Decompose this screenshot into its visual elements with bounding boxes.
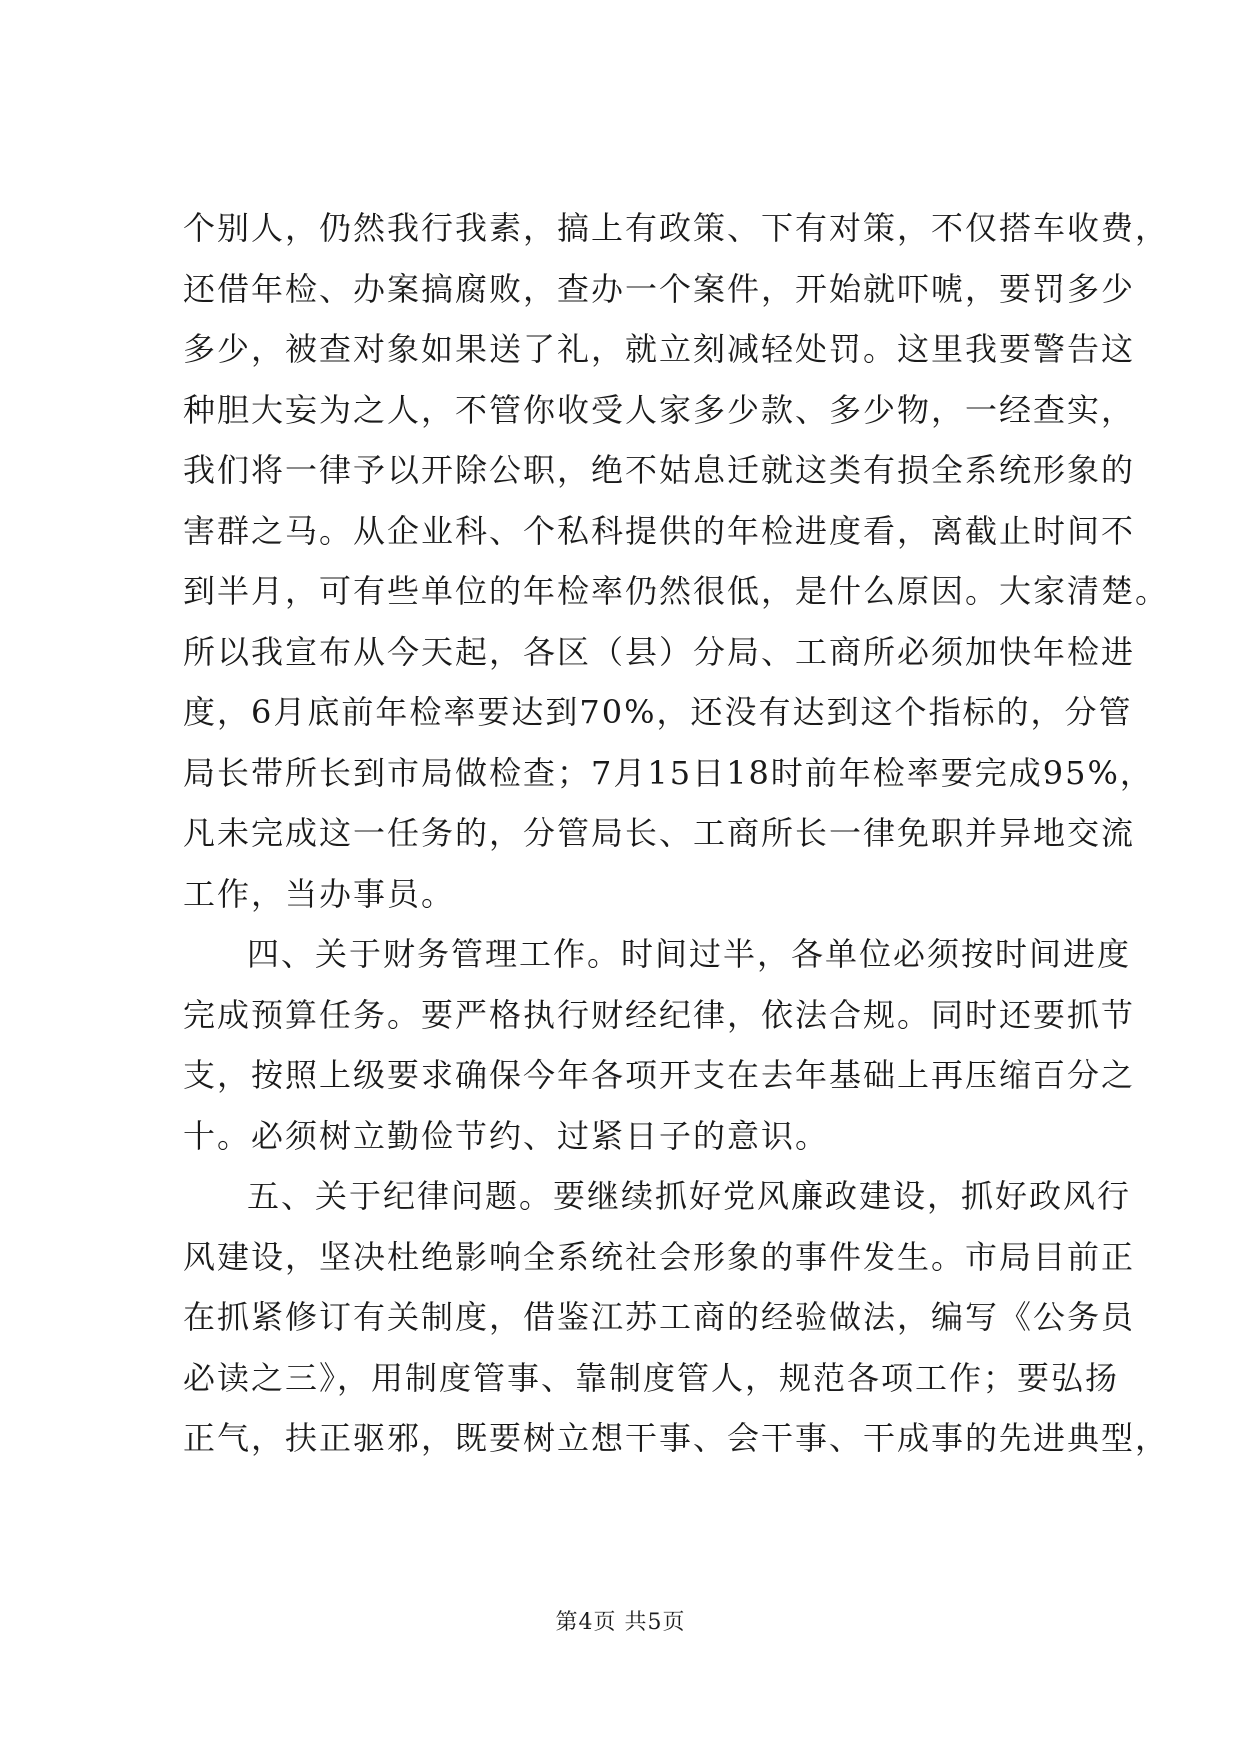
text-line: 完成预算任务。要严格执行财经纪律，依法合规。同时还要抓节 (183, 995, 1136, 1034)
text-line: 风建设，坚决杜绝影响全系统社会形象的事件发生。市局目前正 (183, 1237, 1136, 1276)
text-line: 到半月，可有些单位的年检率仍然很低，是什么原因。大家清楚。 (183, 572, 1170, 610)
text-line: 凡未完成这一任务的，分管局长、工商所长一律免职并异地交流 (183, 814, 1136, 852)
text-line: 四、关于财务管理工作。时间过半，各单位必须按时间进度 (247, 935, 1132, 973)
text-line: 工作，当办事员。 (183, 874, 456, 913)
text-line: 种胆大妄为之人，不管你收受人家多少款、多少物，一经查实， (183, 390, 1136, 429)
text-line: 害群之马。从企业科、个私科提供的年检进度看，离截止时间不 (183, 511, 1136, 550)
text-line: 正气，扶正驱邪，既要树立想干事、会干事、干成事的先进典型， (183, 1419, 1170, 1457)
text-line: 十。必须树立勤俭节约、过紧日子的意识。 (183, 1116, 830, 1155)
text-line: 在抓紧修订有关制度，借鉴江苏工商的经验做法，编写《公务员 (183, 1298, 1136, 1336)
text-line: 多少，被查对象如果送了礼，就立刻减轻处罚。这里我要警告这 (183, 330, 1136, 368)
text-line: 支，按照上级要求确保今年各项开支在去年基础上再压缩百分之 (183, 1056, 1136, 1094)
text-line: 还借年检、办案搞腐败，查办一个案件，开始就吓唬，要罚多少 (183, 269, 1136, 308)
text-line: 五、关于纪律问题。要继续抓好党风廉政建设，抓好政风行 (247, 1177, 1132, 1215)
body-text (183, 198, 1170, 1469)
text-line: 我们将一律予以开除公职，绝不姑息迁就这类有损全系统形象的 (183, 451, 1136, 489)
text-line: 所以我宣布从今天起，各区（县）分局、工商所必须加快年检进 (183, 632, 1136, 671)
text-line: 个别人，仍然我行我素，搞上有政策、下有对策，不仅搭车收费， (183, 209, 1170, 247)
page-number-footer: 第4页 共5页 (555, 1610, 686, 1635)
text-line: 必读之三》，用制度管事、靠制度管人，规范各项工作；要弘扬 (183, 1358, 1120, 1397)
text-line: 局长带所长到市局做检查；7月15日18时前年检率要完成95%， (183, 753, 1154, 792)
text-line: 度，6月底前年检率要达到70%，还没有达到这个指标的，分管 (183, 693, 1133, 731)
